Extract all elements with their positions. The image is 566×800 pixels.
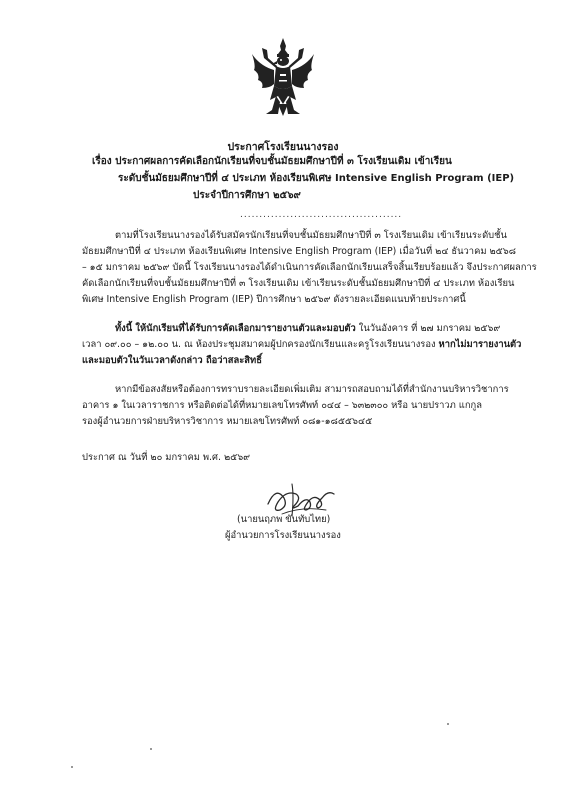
scan-speck — [71, 766, 73, 768]
garuda-emblem — [250, 36, 316, 118]
para2-venue-text: เวลา ๐๙.๐๐ – ๑๒.๐๐ น. ณ ห้องประชุมสมาคมผู้ปกครองนักเรียนและครูโรงเรียนนางรอง — [82, 339, 439, 350]
para2-warning-text: หากไม่มารายงานตัว — [438, 339, 522, 350]
para1-line-5: พิเศษ Intensive English Program (IEP) ปีการศึกษา ๒๕๖๙ ดังรายละเอียดแนบท้ายประกาศนี้ — [82, 294, 466, 305]
scan-speck — [150, 748, 152, 750]
para2-bold-text: ทั้งนี้ ให้นักเรียนที่ได้รับการคัดเลือกมารายงานตัวและมอบตัว — [115, 323, 356, 334]
para3-line-2: อาคาร ๑ ในเวลาราชการ หรือติดต่อได้ที่หมายเลขโทรศัพท์ ๐๔๔ – ๖๓๒๓๐๐ หรือ นายปราวภ แกกูล — [82, 400, 482, 411]
signer-position: ผู้อำนวยการโรงเรียนนางรอง — [225, 530, 341, 541]
announcement-date: ประกาศ ณ วันที่ ๒๐ มกราคม พ.ศ. ๒๕๖๙ — [82, 452, 251, 463]
para1-line-4: คัดเลือกนักเรียนที่จบชั้นมัธยมศึกษาปีที่ ๓ โรงเรียนเดิม เข้าเรียนระดับชั้นมัธยมศึกษาปีที่ ๔ ประเภท ห้องเรียน — [82, 278, 515, 289]
para1-line-1: ตามที่โรงเรียนนางรองได้รับสมัครนักเรียนที่จบชั้นมัธยมศึกษาปีที่ ๓ โรงเรียนเดิม เข้าเรียนระดับชั้น — [115, 230, 507, 241]
signer-name: (นายนฤภพ ขันทับไทย) — [237, 514, 331, 525]
para3-line-1: หากมีข้อสงสัยหรือต้องการทราบรายละเอียดเพิ่มเติม สามารถสอบถามได้ที่สำนักงานบริหารวิชาการ — [115, 384, 509, 395]
separator-dots: .......................................... — [240, 210, 403, 220]
para2-line-2 — [82, 338, 521, 351]
para1-line-2: มัธยมศึกษาปีที่ ๔ ประเภท ห้องเรียนพิเศษ Intensive English Program (IEP) เมื่อวันที่ ๒๔ ธันวาคม ๒๕๖๘ — [82, 246, 516, 257]
para2-date-text: ในวันอังคาร ที่ ๒๗ มกราคม ๒๕๖๙ — [355, 323, 501, 334]
para2-line-1 — [115, 322, 500, 335]
para1-line-3: – ๑๕ มกราคม ๒๕๖๙ บัดนี้ โรงเรียนนางรองได้ดำเนินการคัดเลือกนักเรียนเสร็จสิ้นเรียบร้อยแล้ว จึงประกาศผลการ — [82, 262, 537, 273]
para2-line-3: และมอบตัวในวันเวลาดังกล่าว ถือว่าสละสิทธิ์ — [82, 355, 262, 366]
subject-line-3: ประจำปีการศึกษา ๒๕๖๙ — [193, 190, 301, 201]
para3-line-3: รองผู้อำนวยการฝ่ายบริหารวิชาการ หมายเลขโทรศัพท์ ๐๘๑-๑๘๕๕๖๔๕ — [82, 416, 373, 427]
document-heading: ประกาศโรงเรียนนางรอง — [227, 141, 339, 153]
subject-line-1: เรื่อง ประกาศผลการคัดเลือกนักเรียนที่จบชั้นมัธยมศึกษาปีที่ ๓ โรงเรียนเดิม เข้าเรียน — [92, 156, 452, 167]
subject-line-2: ระดับชั้นมัธยมศึกษาปีที่ ๔ ประเภท ห้องเรียนพิเศษ Intensive English Program (IEP) — [118, 173, 515, 184]
scan-speck — [447, 723, 449, 725]
